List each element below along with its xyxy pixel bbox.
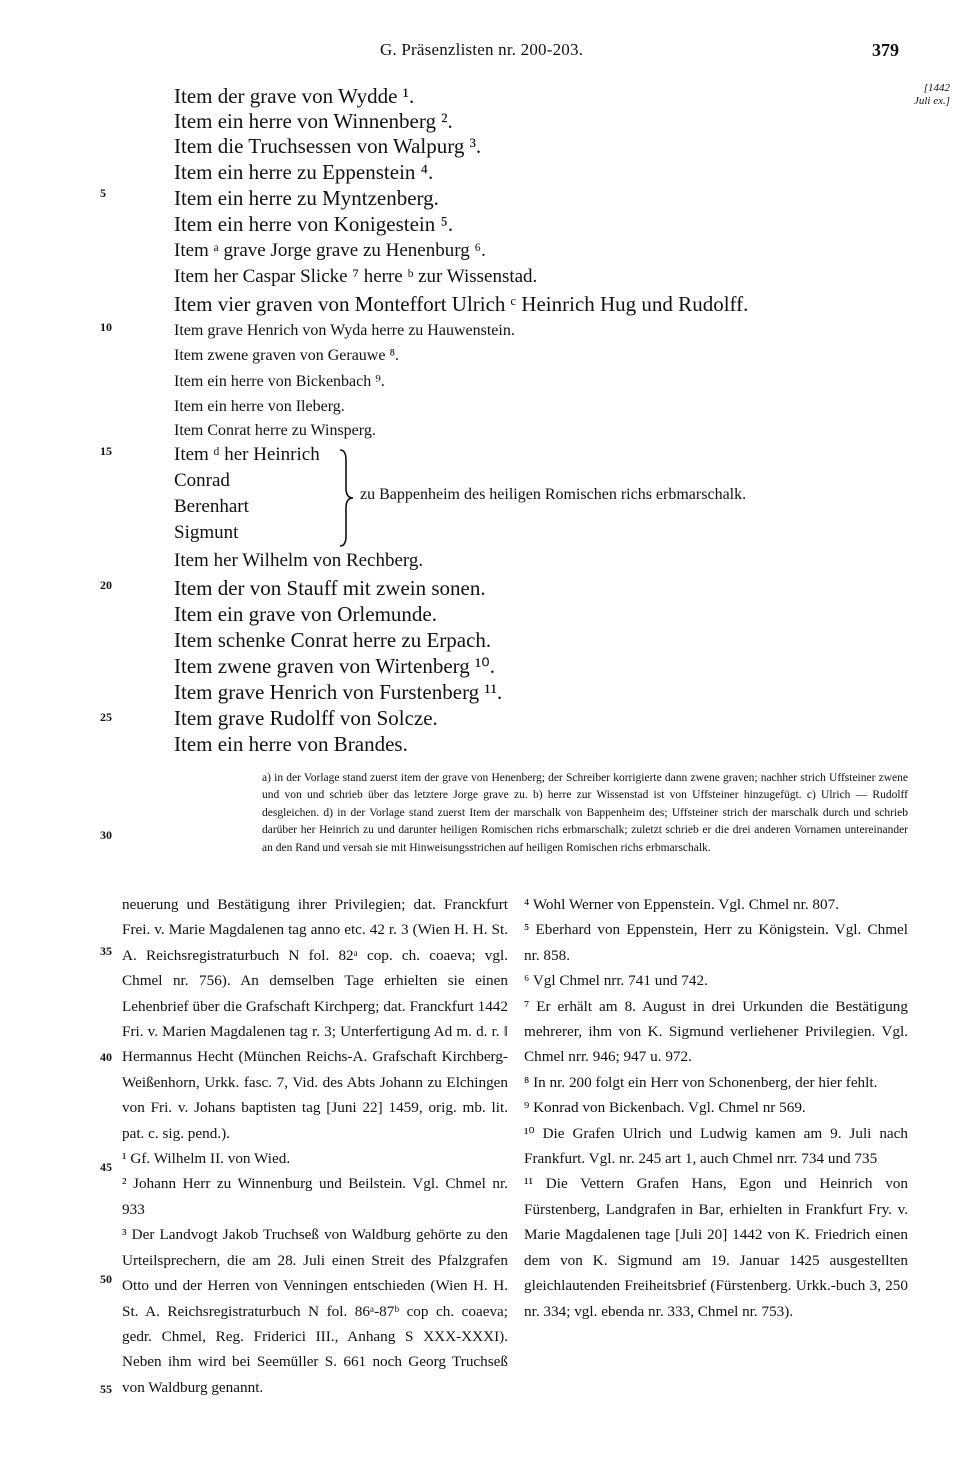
list-entry: Item her Wilhelm von Rechberg. [174, 550, 424, 571]
critical-apparatus: a) in der Vorlage stand zuerst item der grave von Henenberg; der Schreiber korrigierte dann zwene graven; nachher strich Uffsteiner zwene und von und schrieb über das letztere Jorge grave zu. b) herre zur Wissenstad ist von Uffsteiner hinzugefügt. c) Ulrich — Rudolff desgleichen. d) in der Vorlage stand zuerst Item der marschalk von Bappenheim des; Uffsteiner strich der marschalk durch und schrieb darüber her Heinrich zu und darunter heiligen Romischen richs erbmarschalk; zuletzt schrieb er die drei anderen Vornamen untereinander an den Rand und versah sie mit Hinweisungsstrichen auf heiligen Romischen richs erbmarschalk. [262, 772, 908, 854]
list-entry: Item her Caspar Slicke ⁷ herre ᵇ zur Wissenstad. [174, 266, 538, 287]
list-entry: Item ein grave von Orlemunde. [174, 602, 437, 626]
list-entry: Item die Truchsessen von Walpurg ³. [174, 134, 482, 158]
line-number: 20 [100, 578, 112, 592]
list-entry: Sigmunt [174, 522, 239, 543]
footnote: ² Johann Herr zu Winnenburg und Beilstein. Vgl. Chmel nr. 933 [122, 1175, 508, 1218]
line-number: 25 [100, 710, 112, 724]
footnote: ⁶ Vgl Chmel nrr. 741 und 742. [524, 972, 708, 990]
list-entry: Item zwene graven von Wirtenberg ¹⁰. [174, 654, 495, 678]
curly-brace-icon [336, 448, 356, 548]
footnote: ¹⁰ Die Grafen Ulrich und Ludwig kamen am 9. Juli nach Frankfurt. Vgl. nr. 245 art 1, auch Chmel nrr. 734 und 735 [524, 1124, 908, 1168]
footnote: ⁴ Wohl Werner von Eppenstein. Vgl. Chmel nr. 807. [524, 896, 840, 913]
list-entry: Item ein herre von Brandes. [174, 732, 408, 756]
footnote: ⁷ Er erhält am 8. August in drei Urkunden die Bestätigung mehrerer, ihm von K. Sigmund verliehener Privilegien. Vgl. Chmel nrr. 946; 947 u. 972. [524, 997, 908, 1066]
page-number: 379 [872, 40, 899, 60]
list-entry: Item grave Rudolff von Solcze. [174, 706, 438, 730]
line-number: 55 [100, 1382, 112, 1396]
list-entry: Item ein herre zu Eppenstein ⁴. [174, 160, 434, 184]
list-entry: Item grave Henrich von Wyda herre zu Hauwenstein. [174, 322, 515, 339]
list-entry: Item ein herre zu Myntzenberg. [174, 186, 439, 210]
footnote: neuerung und Bestätigung ihrer Privilegien; dat. Franckfurt Frei. v. Marie Magdalenen tag anno etc. 42 r. 3 (Wien H. H. St. A. Reichsregistraturbuch N fol. 82ᵃ cop. ch. coaeva; vgl. Chmel nr. 756). An demselben Tage erhielten sie einen Lehenbrief über die Grafschaft Kirchperg; dat. Franckfurt 1442 Fri. v. Marien Magdalenen tag r. 3; Unterfertigung Ad m. d. r. ‖ Hermannus Hecht (München Reichs-A. Grafschaft Kirchberg-Weißenhorn, Urkk. fasc. 7, Vid. des Abts Johann zu Elchingen von Fri. v. Johans baptisten tag [Juni 22] 1459, orig. mb. lit. pat. c. sig. pend.). [122, 896, 508, 1142]
list-entry: Item zwene graven von Gerauwe ⁸. [174, 347, 400, 364]
list-entry: Item grave Henrich von Furstenberg ¹¹. [174, 680, 503, 704]
footnote: ⁹ Konrad von Bickenbach. Vgl. Chmel nr 569. [524, 1099, 806, 1117]
list-entry: Item der grave von Wydde ¹. [174, 84, 415, 108]
list-entry: Item ᵃ grave Jorge grave zu Henenburg ⁶. [174, 240, 486, 261]
footnotes-right-column [524, 892, 908, 1324]
footnote: ⁸ In nr. 200 folgt ein Herr von Schonenberg, der hier fehlt. [524, 1073, 878, 1091]
list-entry: Berenhart [174, 496, 249, 517]
margin-date-note-line1: [1442 [923, 82, 950, 94]
line-number: 45 [100, 1160, 112, 1174]
list-entry: Conrad [174, 470, 230, 491]
margin-date-note [898, 82, 950, 108]
line-number: 15 [100, 444, 112, 458]
brace-annotation: zu Bappenheim des heiligen Romischen richs erbmarschalk. [360, 486, 747, 503]
footnote: ³ Der Landvogt Jakob Truchseß von Waldburg gehörte zu den Urteilsprechern, die am 28. Juli einen Streit des Pfalzgrafen Otto und der Herren von Venningen entschieden (Wien H. H. St. A. Reichsregistraturbuch N fol. 86ᵃ-87ᵇ cop ch. coaeva; gedr. Chmel, Reg. Friderici III., Anhang S XXX-XXXI). Neben ihm wird bei Seemüller S. 661 noch Georg Truchseß von Waldburg genannt. [122, 1226, 508, 1396]
list-entry: Item ein herre von Ileberg. [174, 398, 345, 415]
margin-date-note-line2: Juli ex.] [913, 95, 950, 107]
list-entry: Item Conrat herre zu Winsperg. [174, 422, 376, 439]
list-entry: Item ein herre von Konigestein ⁵. [174, 212, 454, 236]
line-number: 40 [100, 1050, 112, 1064]
footnote: ⁵ Eberhard von Eppenstein, Herr zu Königstein. Vgl. Chmel nr. 858. [524, 921, 908, 964]
list-entry: Item ᵈ her Heinrich [174, 444, 320, 465]
footnote: ¹¹ Die Vettern Grafen Hans, Egon und Heinrich von Fürstenberg, Landgrafen in Bar, erhielten in Frankfurt Fry. v. Marie Magdalenen tage [Juli 20] 1442 von K. Friedrich einen dem von K. Sigmund am 19. Januar 1425 ausgestellten gleichlautenden Freiheitsbrief (Fürstenberg. Urkk.-buch 3, 250 nr. 334; vgl. ebenda nr. 333, Chmel nr. 753). [524, 1175, 908, 1320]
line-number: 30 [100, 828, 112, 842]
line-number: 5 [100, 186, 106, 200]
line-number: 50 [100, 1272, 112, 1286]
list-entry: Item ein herre von Bickenbach ⁹. [174, 373, 385, 390]
list-entry: Item ein herre von Winnenberg ². [174, 109, 453, 133]
line-number: 10 [100, 320, 112, 334]
line-number: 35 [100, 944, 112, 958]
footnotes-left-column [122, 892, 508, 1400]
running-header-title: G. Präsenzlisten nr. 200-203. [380, 40, 584, 59]
list-entry: Item vier graven von Monteffort Ulrich ᶜ Heinrich Hug und Rudolff. [174, 292, 749, 316]
list-entry: Item der von Stauff mit zwein sonen. [174, 576, 486, 600]
list-entry: Item schenke Conrat herre zu Erpach. [174, 628, 492, 652]
footnote: ¹ Gf. Wilhelm II. von Wied. [122, 1150, 291, 1168]
